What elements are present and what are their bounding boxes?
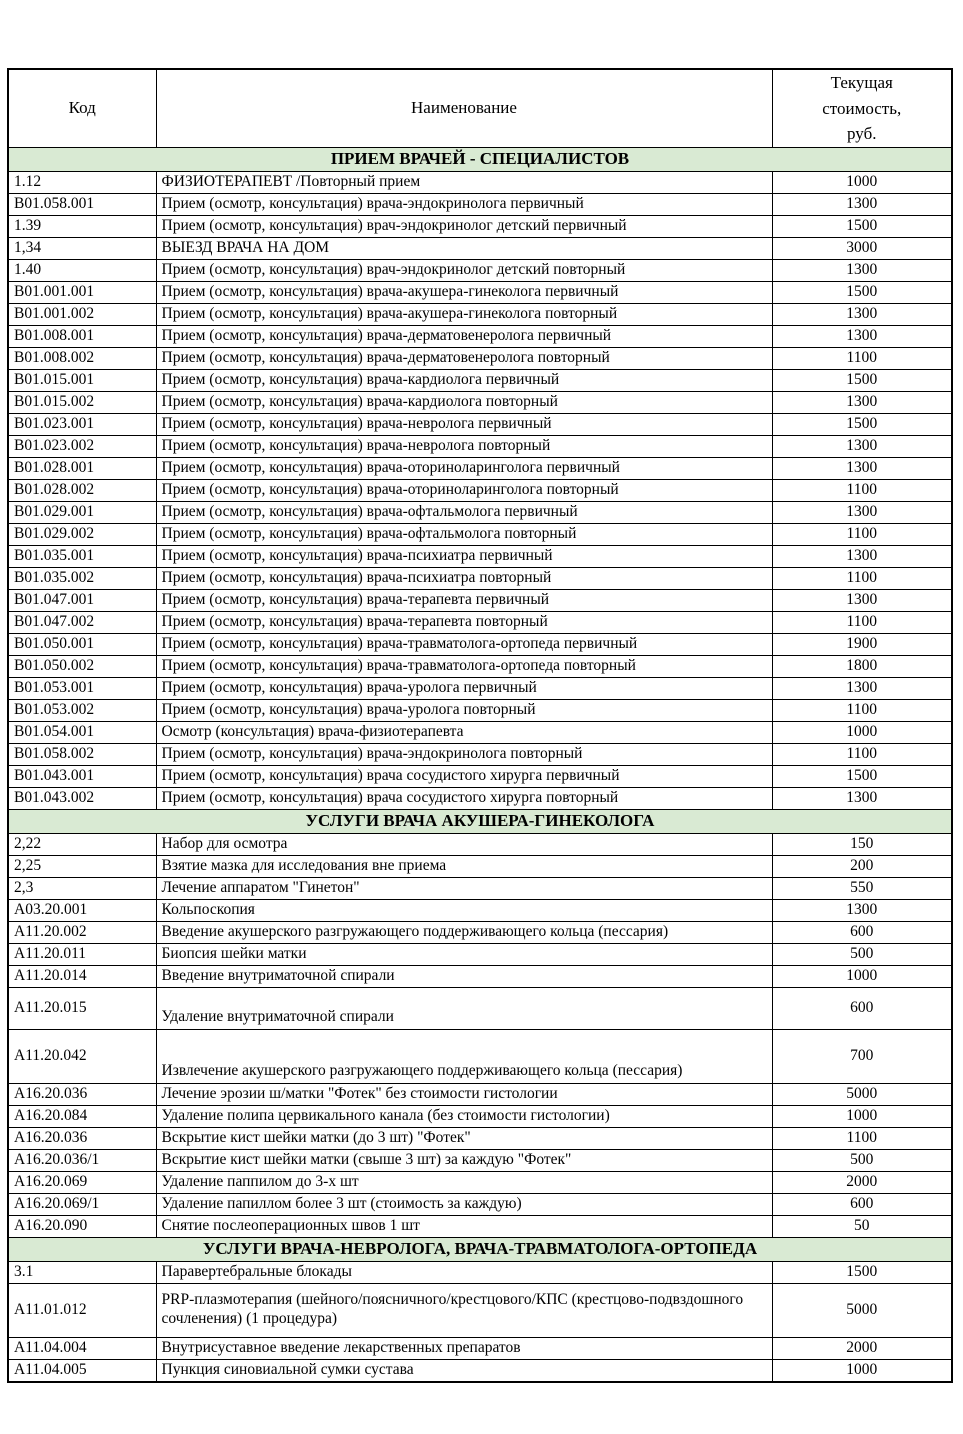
row-price: 1000 (772, 171, 952, 193)
row-code: В01.015.002 (8, 391, 156, 413)
row-code: В01.035.002 (8, 567, 156, 589)
row-name: Внутрисуставное введение лекарственных препаратов (156, 1337, 772, 1359)
row-price: 2000 (772, 1337, 952, 1359)
section-header-row (8, 809, 952, 833)
table-row (8, 1337, 952, 1359)
table-row (8, 787, 952, 809)
table-row (8, 655, 952, 677)
row-price: 500 (772, 943, 952, 965)
column-header-name: Наименование (156, 69, 772, 147)
row-price: 1500 (772, 413, 952, 435)
table-row (8, 1193, 952, 1215)
section-title: УСЛУГИ ВРАЧА АКУШЕРА-ГИНЕКОЛОГА (8, 809, 952, 833)
table-row (8, 633, 952, 655)
row-code: 1,34 (8, 237, 156, 259)
row-price: 1300 (772, 259, 952, 281)
row-name: Прием (осмотр, консультация) врача сосудистого хирурга повторный (156, 787, 772, 809)
row-name: Прием (осмотр, консультация) врача-невролога повторный (156, 435, 772, 457)
table-row (8, 325, 952, 347)
table-row (8, 1359, 952, 1382)
row-name: Взятие мазка для исследования вне приема (156, 855, 772, 877)
row-name: Прием (осмотр, консультация) врач-эндокринолог детский повторный (156, 259, 772, 281)
row-code: А11.01.012 (8, 1283, 156, 1337)
table-row (8, 281, 952, 303)
table-row (8, 855, 952, 877)
table-row (8, 699, 952, 721)
row-code: А16.20.084 (8, 1105, 156, 1127)
table-row (8, 501, 952, 523)
row-name: Удаление папиллом более 3 шт (стоимость за каждую) (156, 1193, 772, 1215)
row-price: 1300 (772, 677, 952, 699)
table-row (8, 921, 952, 943)
row-price: 1100 (772, 699, 952, 721)
table-row (8, 1105, 952, 1127)
row-name: Прием (осмотр, консультация) врача-офтальмолога повторный (156, 523, 772, 545)
row-price: 3000 (772, 237, 952, 259)
table-row (8, 369, 952, 391)
row-name: Прием (осмотр, консультация) врача-психиатра первичный (156, 545, 772, 567)
row-code: В01.023.001 (8, 413, 156, 435)
row-price: 1300 (772, 589, 952, 611)
row-price: 50 (772, 1215, 952, 1237)
row-name: Лечение эрозии ш/матки "Фотек" без стоимости гистологии (156, 1083, 772, 1105)
row-code: В01.028.001 (8, 457, 156, 479)
row-code: В01.050.001 (8, 633, 156, 655)
row-code: В01.008.001 (8, 325, 156, 347)
table-row (8, 1283, 952, 1337)
row-code: А11.20.015 (8, 987, 156, 1029)
row-name: Прием (осмотр, консультация) врача-акушера-гинеколога повторный (156, 303, 772, 325)
row-price: 1100 (772, 743, 952, 765)
row-code: 1.40 (8, 259, 156, 281)
row-price: 1000 (772, 965, 952, 987)
row-name: Удаление полипа цервикального канала (без стоимости гистологии) (156, 1105, 772, 1127)
row-name: Прием (осмотр, консультация) врача-невролога первичный (156, 413, 772, 435)
row-code: А11.20.042 (8, 1029, 156, 1083)
row-name: Введение внутриматочной спирали (156, 965, 772, 987)
row-code: А11.04.005 (8, 1359, 156, 1382)
row-code: В01.054.001 (8, 721, 156, 743)
row-name: Прием (осмотр, консультация) врача-психиатра повторный (156, 567, 772, 589)
row-price: 1500 (772, 369, 952, 391)
column-header-code: Код (8, 69, 156, 147)
row-name: Вскрытие кист шейки матки (свыше 3 шт) за каждую "Фотек" (156, 1149, 772, 1171)
column-header-price (772, 69, 952, 147)
row-code: А16.20.036 (8, 1127, 156, 1149)
row-code: В01.035.001 (8, 545, 156, 567)
row-name: Прием (осмотр, консультация) врача-эндокринолога первичный (156, 193, 772, 215)
price-table-body (8, 147, 952, 1382)
table-row (8, 943, 952, 965)
row-code: В01.053.001 (8, 677, 156, 699)
row-name: Снятие послеоперационных швов 1 шт (156, 1215, 772, 1237)
row-name: Прием (осмотр, консультация) врача-оториноларинголога повторный (156, 479, 772, 501)
row-code: 2,25 (8, 855, 156, 877)
table-row (8, 877, 952, 899)
table-row (8, 899, 952, 921)
table-row (8, 1029, 952, 1083)
table-row (8, 303, 952, 325)
row-price: 1300 (772, 435, 952, 457)
table-row (8, 1215, 952, 1237)
table-row (8, 193, 952, 215)
row-price: 1100 (772, 567, 952, 589)
row-code: В01.053.002 (8, 699, 156, 721)
row-name: Прием (осмотр, консультация) врача-оториноларинголога первичный (156, 457, 772, 479)
row-name: Удаление паппилом до 3-х шт (156, 1171, 772, 1193)
row-name: Прием (осмотр, консультация) врача-уролога повторный (156, 699, 772, 721)
table-row (8, 523, 952, 545)
row-name: Удаление внутриматочной спирали (156, 987, 772, 1029)
row-price: 500 (772, 1149, 952, 1171)
row-code: В01.029.002 (8, 523, 156, 545)
row-code: В01.043.001 (8, 765, 156, 787)
row-code: В01.058.002 (8, 743, 156, 765)
row-price: 1300 (772, 325, 952, 347)
row-price: 1100 (772, 611, 952, 633)
row-code: В01.058.001 (8, 193, 156, 215)
row-code: А16.20.036 (8, 1083, 156, 1105)
row-code: В01.028.002 (8, 479, 156, 501)
row-code: А03.20.001 (8, 899, 156, 921)
row-code: В01.023.002 (8, 435, 156, 457)
row-price: 1500 (772, 281, 952, 303)
section-title: УСЛУГИ ВРАЧА-НЕВРОЛОГА, ВРАЧА-ТРАВМАТОЛОГА-ОРТОПЕДА (8, 1237, 952, 1261)
row-price: 1900 (772, 633, 952, 655)
row-price: 700 (772, 1029, 952, 1083)
row-code: В01.047.002 (8, 611, 156, 633)
row-code: А16.20.069/1 (8, 1193, 156, 1215)
column-header-price-label: Текущая стоимость, руб. (822, 73, 902, 143)
row-code: 1.39 (8, 215, 156, 237)
row-price: 1300 (772, 545, 952, 567)
row-code: 1.12 (8, 171, 156, 193)
table-row (8, 1261, 952, 1283)
row-name: Прием (осмотр, консультация) врача-травматолога-ортопеда повторный (156, 655, 772, 677)
row-price: 1300 (772, 501, 952, 523)
table-row (8, 259, 952, 281)
table-row (8, 987, 952, 1029)
price-list-table (7, 68, 953, 1383)
row-price: 1500 (772, 765, 952, 787)
row-price: 1000 (772, 721, 952, 743)
row-code: А16.20.069 (8, 1171, 156, 1193)
row-price: 200 (772, 855, 952, 877)
row-code: 3.1 (8, 1261, 156, 1283)
row-code: В01.050.002 (8, 655, 156, 677)
table-row (8, 567, 952, 589)
row-name: Введение акушерского разгружающего поддерживающего кольца (пессария) (156, 921, 772, 943)
row-price: 1300 (772, 193, 952, 215)
row-name: Прием (осмотр, консультация) врача-дерматовенеролога повторный (156, 347, 772, 369)
table-row (8, 347, 952, 369)
row-code: А11.20.011 (8, 943, 156, 965)
table-row (8, 457, 952, 479)
row-price: 1300 (772, 457, 952, 479)
row-name: Прием (осмотр, консультация) врача-терапевта повторный (156, 611, 772, 633)
row-price: 1300 (772, 303, 952, 325)
row-price: 1300 (772, 391, 952, 413)
row-name: PRP-плазмотерапия (шейного/поясничного/крестцового/КПС (крестцово-подвздошного сочленения) (1 процедура) (156, 1283, 772, 1337)
row-price: 150 (772, 833, 952, 855)
row-name: Прием (осмотр, консультация) врача-уролога первичный (156, 677, 772, 699)
row-price: 1300 (772, 787, 952, 809)
row-code: В01.047.001 (8, 589, 156, 611)
row-code: В01.029.001 (8, 501, 156, 523)
row-code: А16.20.090 (8, 1215, 156, 1237)
row-code: 2,3 (8, 877, 156, 899)
table-row (8, 237, 952, 259)
table-row (8, 413, 952, 435)
section-header-row (8, 1237, 952, 1261)
row-name: Паравертебральные блокады (156, 1261, 772, 1283)
row-name: Прием (осмотр, консультация) врач-эндокринолог детский первичный (156, 215, 772, 237)
table-row (8, 721, 952, 743)
row-price: 600 (772, 1193, 952, 1215)
row-name: Биопсия шейки матки (156, 943, 772, 965)
row-price: 1000 (772, 1359, 952, 1382)
row-name: Прием (осмотр, консультация) врача сосудистого хирурга первичный (156, 765, 772, 787)
row-price: 2000 (772, 1171, 952, 1193)
table-row (8, 479, 952, 501)
row-name: Прием (осмотр, консультация) врача-кардиолога повторный (156, 391, 772, 413)
row-price: 600 (772, 921, 952, 943)
row-price: 1100 (772, 523, 952, 545)
row-name: Извлечение акушерского разгружающего поддерживающего кольца (пессария) (156, 1029, 772, 1083)
row-price: 1800 (772, 655, 952, 677)
row-name: Вскрытие кист шейки матки (до 3 шт) "Фотек" (156, 1127, 772, 1149)
section-title: ПРИЕМ ВРАЧЕЙ - СПЕЦИАЛИСТОВ (8, 147, 952, 171)
table-row (8, 589, 952, 611)
table-row (8, 833, 952, 855)
table-row (8, 743, 952, 765)
table-row (8, 965, 952, 987)
row-name: Прием (осмотр, консультация) врача-терапевта первичный (156, 589, 772, 611)
row-price: 1100 (772, 479, 952, 501)
row-code: В01.001.002 (8, 303, 156, 325)
row-code: В01.008.002 (8, 347, 156, 369)
row-name: Кольпоскопия (156, 899, 772, 921)
table-row (8, 545, 952, 567)
row-name: Прием (осмотр, консультация) врача-травматолога-ортопеда первичный (156, 633, 772, 655)
table-row (8, 391, 952, 413)
row-name: Прием (осмотр, консультация) врача-дерматовенеролога первичный (156, 325, 772, 347)
row-name: Набор для осмотра (156, 833, 772, 855)
row-price: 1000 (772, 1105, 952, 1127)
table-header-row (8, 69, 952, 147)
row-price: 1500 (772, 215, 952, 237)
table-row (8, 1149, 952, 1171)
table-row (8, 1171, 952, 1193)
row-code: А11.20.002 (8, 921, 156, 943)
row-price: 5000 (772, 1083, 952, 1105)
row-name: Пункция синовиальной сумки сустава (156, 1359, 772, 1382)
row-price: 5000 (772, 1283, 952, 1337)
row-name: ВЫЕЗД ВРАЧА НА ДОМ (156, 237, 772, 259)
row-price: 1100 (772, 1127, 952, 1149)
row-price: 600 (772, 987, 952, 1029)
table-row (8, 765, 952, 787)
row-name: ФИЗИОТЕРАПЕВТ /Повторный прием (156, 171, 772, 193)
table-row (8, 677, 952, 699)
section-header-row (8, 147, 952, 171)
row-price: 1300 (772, 899, 952, 921)
row-code: 2,22 (8, 833, 156, 855)
table-row (8, 1083, 952, 1105)
row-name: Прием (осмотр, консультация) врача-офтальмолога первичный (156, 501, 772, 523)
row-name: Прием (осмотр, консультация) врача-акушера-гинеколога первичный (156, 281, 772, 303)
row-price: 1100 (772, 347, 952, 369)
row-name: Прием (осмотр, консультация) врача-кардиолога первичный (156, 369, 772, 391)
table-row (8, 215, 952, 237)
row-code: В01.015.001 (8, 369, 156, 391)
row-code: А16.20.036/1 (8, 1149, 156, 1171)
row-name: Прием (осмотр, консультация) врача-эндокринолога повторный (156, 743, 772, 765)
row-code: А11.20.014 (8, 965, 156, 987)
row-code: А11.04.004 (8, 1337, 156, 1359)
table-row (8, 435, 952, 457)
row-code: В01.043.002 (8, 787, 156, 809)
row-code: В01.001.001 (8, 281, 156, 303)
row-name: Осмотр (консультация) врача-физиотерапевта (156, 721, 772, 743)
table-row (8, 1127, 952, 1149)
table-row (8, 611, 952, 633)
row-price: 550 (772, 877, 952, 899)
table-row (8, 171, 952, 193)
row-price: 1500 (772, 1261, 952, 1283)
row-name: Лечение аппаратом "Гинетон" (156, 877, 772, 899)
